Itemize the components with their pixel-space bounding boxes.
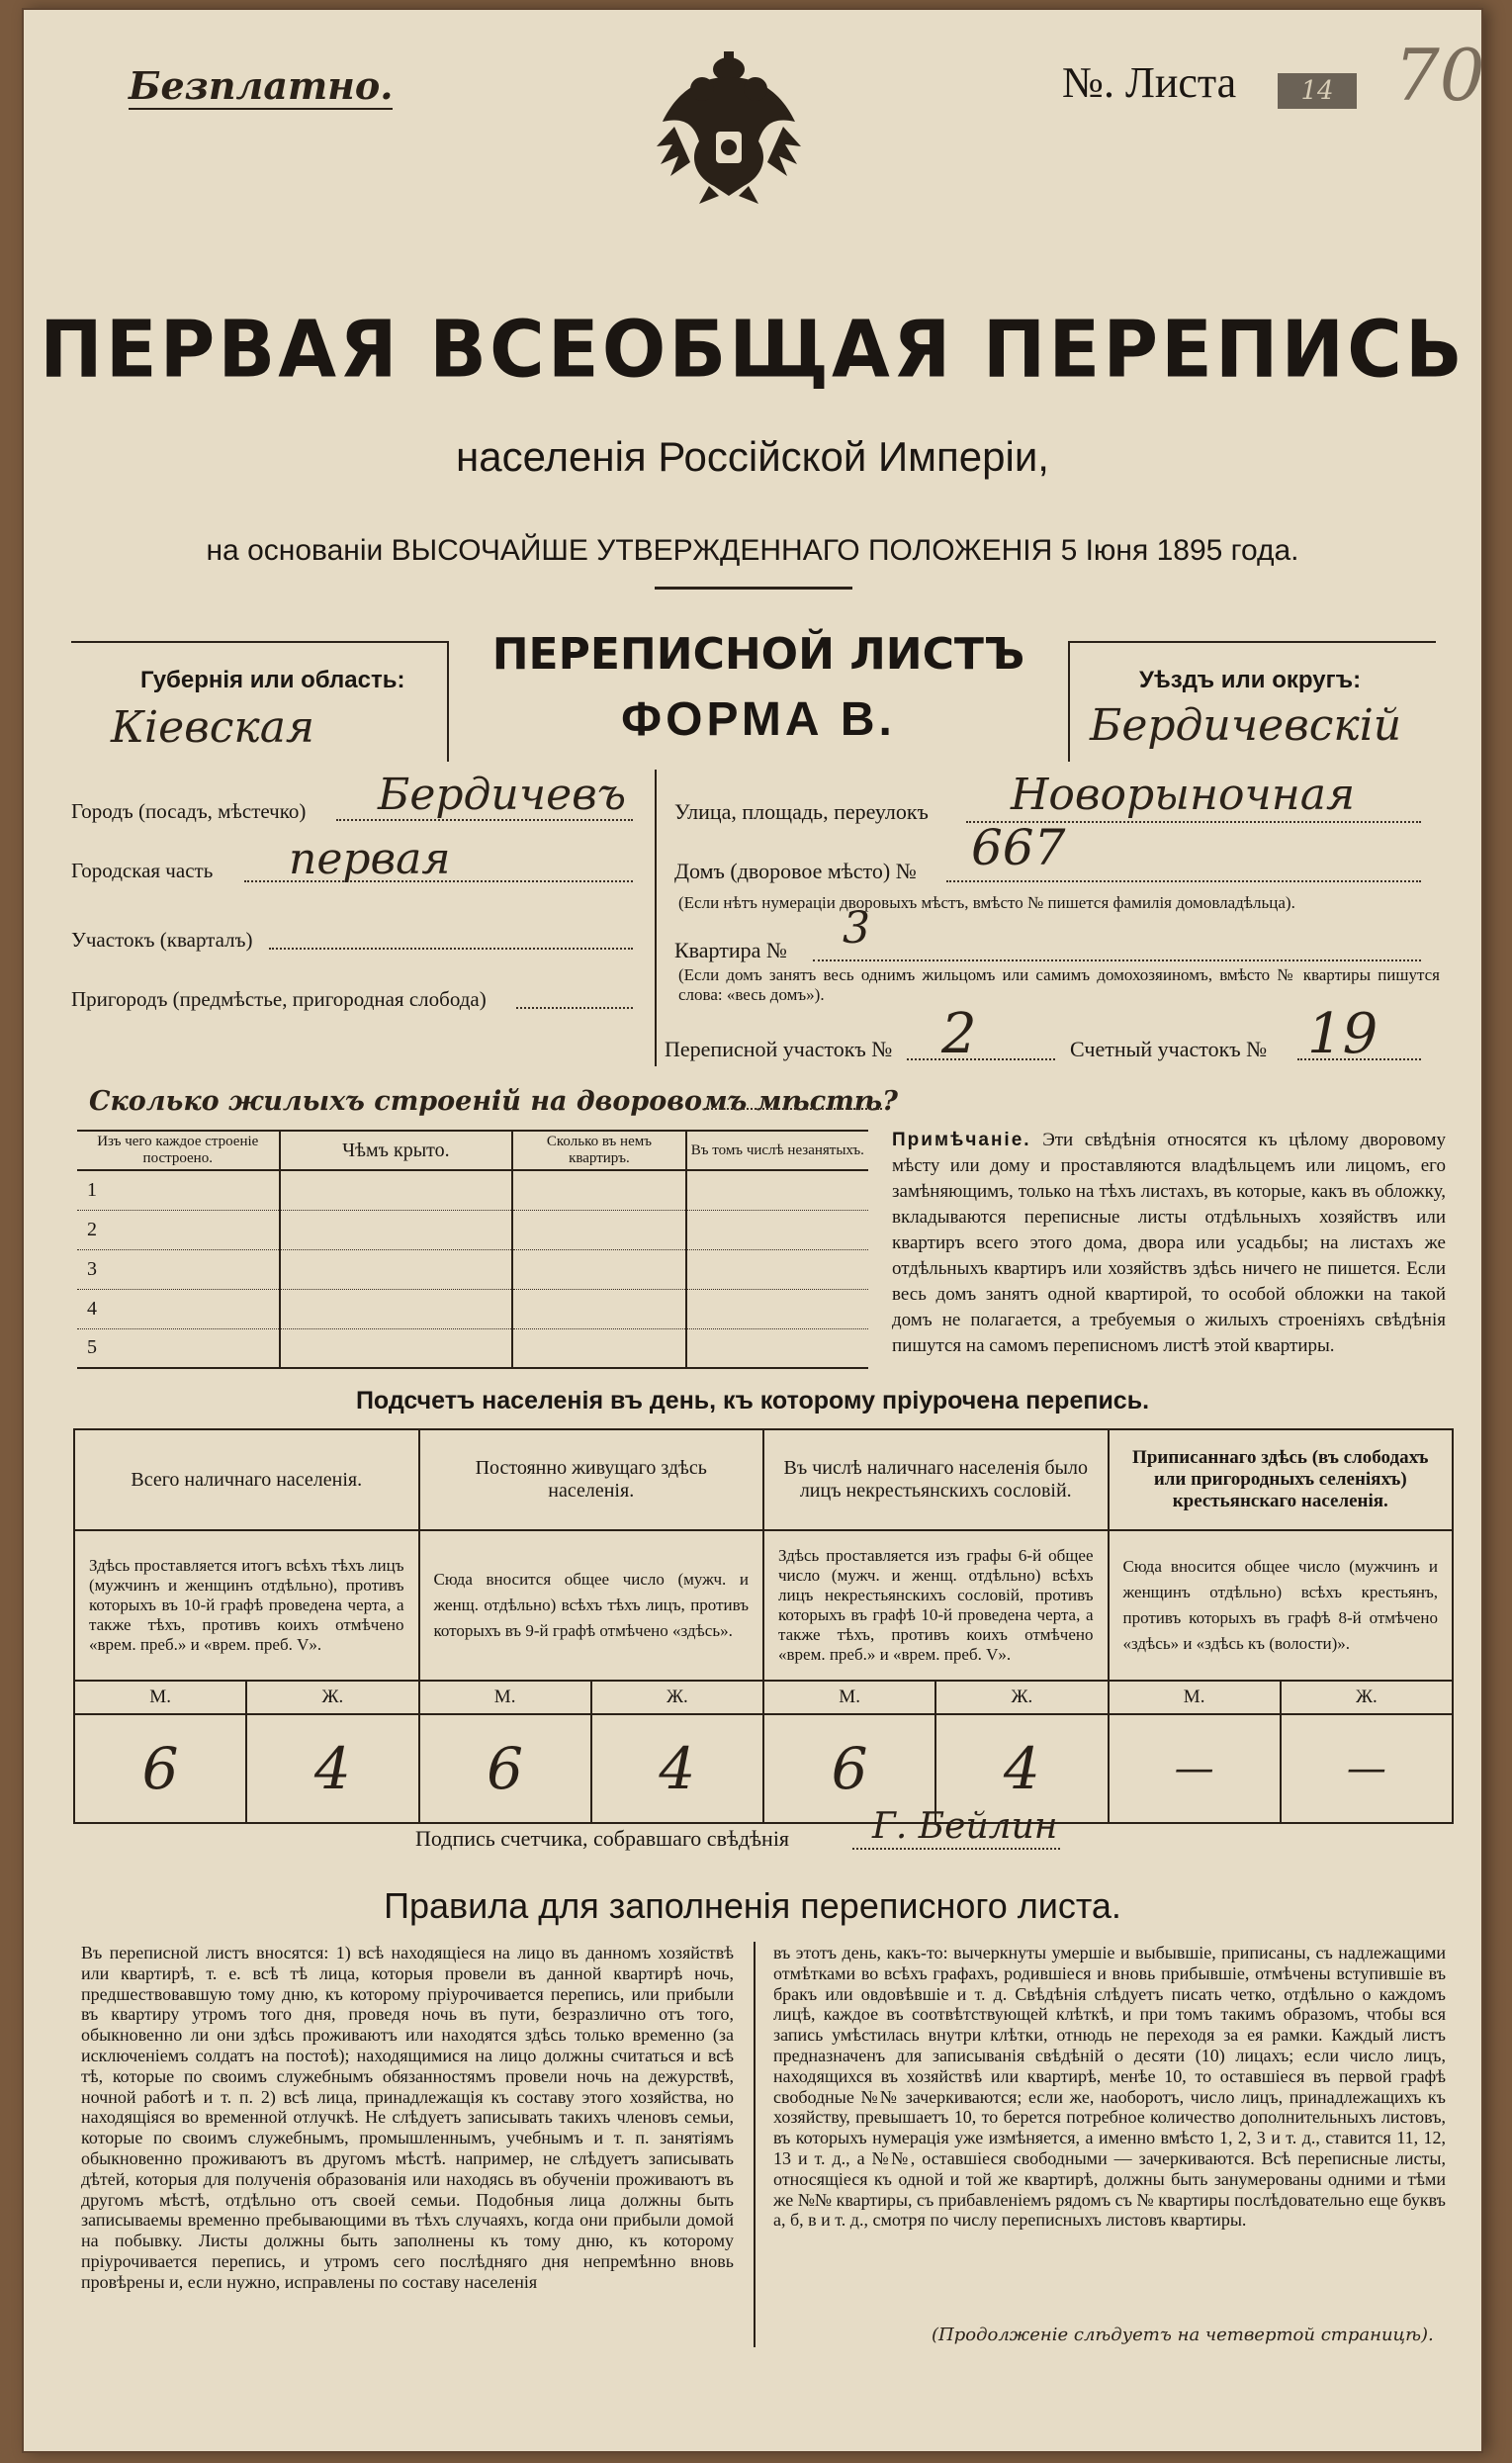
population-col-permanent-desc: Сюда вносится общее число (мужч. и женщ. отдѣльно) всѣхъ тѣхъ лицъ, противъ которыхъ въ 9-й графѣ отмѣчено «здѣсь».	[419, 1530, 764, 1681]
subtitle: населенія Россійской Имперіи,	[456, 433, 1049, 480]
m-header: М.	[74, 1681, 246, 1714]
census-district-line	[907, 1058, 1055, 1060]
house-note: (Если нѣтъ нумераціи дворовыхъ мѣстъ, вмѣсто № пишется фамилія домовладѣльца).	[678, 893, 1295, 912]
buildings-note	[892, 1128, 1446, 1359]
table-row	[77, 1210, 868, 1249]
street-value: Новорыночная	[1011, 770, 1356, 820]
rules-continued-note: (Продолженіе слѣдуетъ на четвертой страницѣ).	[932, 2325, 1434, 2345]
legal-basis: на основаніи ВЫСОЧАЙШЕ УТВЕРЖДЕННАГО ПОЛОЖЕНІЯ 5 Іюня 1895 года.	[206, 534, 1299, 567]
population-title: Подсчетъ населенія въ день, къ которому пріурочена перепись.	[355, 1387, 1150, 1414]
rules-left-column: Въ переписной листъ вносятся: 1) всѣ находящіеся на лицо въ данномъ хозяйствѣ или квартирѣ, т. е. всѣ тѣ лица, которыя провели въ данной квартирѣ ночь, предшествовавшую тому дню, къ которому пріурочивается перепись, или прибыли въ квартиру утромъ того дня, проведя ночь въ пути, безразлично отъ того, обыкновенно ли они здѣсь проживаютъ или находятся здѣсь только временно (за исключеніемъ солдатъ на постоѣ); находящимися на лицо должны считаться и всѣ тѣ, которые по своимъ служебнымъ обязанностямъ провели ночь на дежурствѣ, ночной работѣ и т. п. 2) всѣ лица, принадлежащія къ составу этого хозяйства, но находящіяся во временной отлучкѣ. Не слѣдуетъ записывать такихъ членовъ семьи, которые по своимъ служебнымъ, промышленнымъ, учебнымъ и т. п. занятіямъ обыкновенно проживаютъ въ другомъ мѣстѣ. например, не слѣдуетъ записывать дѣтей, которыя для полученія образованія или находясь въ обученіи проживаютъ въ другомъ мѣстѣ, отдѣльно отъ своей семьи. Подобныя лица должны быть записываемы временно пребывающими въ тѣхъ случаяхъ, когда они прибыли домой на побывку. Листы должны быть заполнены къ тому дню, къ которому пріурочивается перепись, и утромъ сего послѣдняго дня непремѣнно вновь провѣрены и, если нужно, исправлены по составу населенія	[81, 1943, 734, 2292]
peasant-female-value: —	[1346, 1746, 1386, 1791]
f-header: Ж.	[591, 1681, 763, 1714]
population-col-peasant-head: Приписаннаго здѣсь (въ слободахъ или пригородныхъ селеніяхъ) крестьянскаго населенія.	[1132, 1447, 1429, 1511]
f-header: Ж.	[246, 1681, 418, 1714]
house-label: Домъ (дворовое мѣсто) №	[674, 859, 917, 883]
table-row	[77, 1328, 868, 1368]
buildings-question: Сколько жилыхъ строеній на дворовомъ мѣстѣ?	[89, 1086, 898, 1117]
form-name: ФОРМА В.	[621, 693, 896, 746]
population-col-total-desc: Здѣсь проставляется итогъ всѣхъ тѣхъ лицъ (мужчинъ и женщинъ отдѣльно), противъ которыхъ въ 10-й графѣ проведена черта, а также тѣхъ, противъ коихъ отмѣчено «врем. преб.» и «врем. преб. V».	[74, 1530, 419, 1681]
city-value: Бердичевъ	[378, 770, 627, 820]
signature-label: Подпись счетчика, собравшаго свѣдѣнія	[415, 1826, 790, 1851]
note-label: Примѣчаніе.	[892, 1130, 1031, 1150]
city-part-label: Городская часть	[71, 859, 214, 882]
house-line	[946, 880, 1421, 882]
corner-archive-number: 70	[1394, 34, 1485, 117]
suburb-label: Пригородъ (предмѣстье, пригородная слобода)	[71, 987, 487, 1011]
sheet-number-value: 14	[1278, 73, 1357, 109]
district-line	[269, 948, 633, 950]
apartment-value: 3	[843, 903, 870, 954]
census-form-page	[22, 8, 1483, 2453]
suburb-line	[516, 1007, 633, 1009]
population-col-permanent-head: Постоянно живущаго здѣсь населенія.	[419, 1429, 764, 1530]
apartment-note: (Если домъ занятъ весь однимъ жильцомъ или самимъ домохозяиномъ, вмѣсто № квартиры пишутся слова: «весь домъ»).	[678, 965, 1440, 1004]
population-table	[73, 1428, 1454, 1824]
table-row	[77, 1289, 868, 1328]
uezd-box	[1068, 641, 1436, 762]
m-header: М.	[419, 1681, 591, 1714]
permanent-female-value: 4	[591, 1714, 763, 1823]
nonpeasant-male-value: 6	[763, 1714, 935, 1823]
row-number: 3	[77, 1249, 280, 1289]
row-number: 1	[77, 1170, 280, 1210]
buildings-header-roof: Чѣмъ крыто.	[280, 1131, 513, 1170]
signature-line	[852, 1848, 1060, 1850]
form-title: ПЕРЕПИСНОЙ ЛИСТЪ	[491, 629, 1025, 680]
guberniya-box	[71, 641, 449, 762]
rules-column-divider	[754, 1942, 756, 2347]
note-text: Эти свѣдѣнія относятся къ цѣлому дворовому мѣсту или дому и проставляются владѣльцемъ или лицомъ, его замѣняющимъ, только на тѣхъ листахъ, въ которые, какъ въ обложку, вкладываются переписные листы отдѣльныхъ хозяйствъ или квартиръ всего этого дома, двора или усадьбы; на листахъ же отдѣльныхъ квартиръ или хозяйствъ здѣсь ничего не пишется. Если весь домъ занятъ одной квартирой, то особой обложки на такой домъ не полагается, а требуемыя о жилыхъ строеніяхъ свѣдѣнія пишутся на самомъ переписномъ листѣ этой квартиры.	[892, 1130, 1446, 1356]
count-district-value: 19	[1307, 1002, 1379, 1066]
permanent-male-value: 6	[419, 1714, 591, 1823]
total-female-value: 4	[246, 1714, 418, 1823]
count-district-label: Счетный участокъ №	[1070, 1037, 1268, 1061]
apartment-label: Квартира №	[674, 938, 787, 962]
city-label: Городъ (посадъ, мѣстечко)	[71, 799, 307, 823]
m-header: М.	[763, 1681, 935, 1714]
rules-right-column: въ этотъ день, какъ-то: вычеркнуты умершіе и выбывшіе, приписаны, съ надлежащими отмѣтками во всѣхъ графахъ, родившіеся и вновь прибывшіе, отмѣчены вступившіе въ бракъ или овдовѣвшіе и т. д. Свѣдѣнія слѣдуетъ писать четко, отдѣльно о каждомъ лицѣ, каждое въ соотвѣтствующей клѣткѣ, и при томъ такимъ образомъ, чтобы вся запись умѣстилась внутри клѣтки, отнюдь не переходя за ея рамки. Каждый листъ предназначенъ для записыванія свѣдѣній о десяти (10) лицахъ; если число лицъ, находящихся въ хозяйствѣ или квартирѣ, менѣе 10, то оставшіеся въ первой графѣ свободные №№ зачеркиваются; если же, наоборотъ, число лицъ, принадлежащихъ къ хозяйству, превышаетъ 10, то берется потребное количество дополнительныхъ листовъ, въ которыхъ нумерація уже измѣняется, а именно вмѣсто 1, 2, 3 и т. д., ставится 11, 12, 13 и т. д., а №№, оставшіеся свободными — зачеркиваются. Всѣ переписные листы, относящіеся къ одной и той же квартирѣ, должны быть занумерованы одними и тѣми же №№ квартиры, съ прибавленіемъ рядомъ съ № квартиры послѣдовательно еще буквъ а, б, в и т. д., смотря по числу переписныхъ листовъ квартиры.	[773, 1943, 1446, 2231]
divider	[655, 587, 852, 590]
street-label: Улица, площадь, переулокъ	[674, 799, 929, 824]
free-label: Безплатно.	[129, 63, 394, 108]
sheet-number-label: №. Листа	[1062, 58, 1237, 107]
page-title: ПЕРВАЯ ВСЕОБЩАЯ ПЕРЕПИСЬ	[40, 302, 1466, 396]
buildings-question-line	[704, 1108, 882, 1110]
buildings-table	[77, 1130, 868, 1369]
uezd-value: Бердичевскій	[1090, 700, 1402, 751]
buildings-header-apartments: Сколько въ немъ квартиръ.	[512, 1131, 685, 1170]
buildings-header-material: Изъ чего каждое строеніе построено.	[77, 1131, 280, 1170]
m-header: М.	[1109, 1681, 1281, 1714]
population-col-total-head: Всего наличнаго населенія.	[74, 1429, 419, 1530]
row-number: 4	[77, 1289, 280, 1328]
signature-value: Г. Бейлин	[872, 1806, 1058, 1847]
row-number: 2	[77, 1210, 280, 1249]
census-district-value: 2	[941, 1002, 977, 1066]
nonpeasant-female-value: 4	[935, 1714, 1108, 1823]
row-number: 5	[77, 1328, 280, 1368]
census-district-label: Переписной участокъ №	[665, 1037, 893, 1061]
table-row	[77, 1170, 868, 1210]
guberniya-value: Кіевская	[111, 702, 315, 753]
city-part-value: первая	[289, 834, 451, 884]
double-headed-eagle-icon	[655, 47, 803, 206]
population-col-peasant-desc: Сюда вносится общее число (мужчинъ и женщинъ отдѣльно) всѣхъ крестьянъ, противъ которыхъ въ графѣ 8-й отмѣчено «здѣсь» и «здѣсь къ (волости)».	[1122, 1557, 1438, 1653]
f-header: Ж.	[1355, 1687, 1378, 1707]
population-col-nonpeasant-head: Въ числѣ наличнаго населенія было лицъ некрестьянскихъ сословій.	[763, 1429, 1109, 1530]
table-row	[77, 1249, 868, 1289]
address-separator	[655, 770, 657, 1066]
house-value: 667	[971, 819, 1066, 876]
district-label: Участокъ (кварталъ)	[71, 928, 253, 952]
peasant-male-value: —	[1109, 1714, 1281, 1823]
f-header: Ж.	[935, 1681, 1108, 1714]
uezd-label: Уѣздъ или округъ:	[1139, 667, 1362, 693]
guberniya-label: Губернія или область:	[140, 667, 405, 693]
population-col-nonpeasant-desc: Здѣсь проставляется изъ графы 6-й общее число (мужч. и женщ. отдѣльно) всѣхъ лицъ некрестьянскихъ сословій, противъ которыхъ въ графѣ 10-й проведена черта, а также тѣхъ, противъ коихъ отмѣчено «врем. преб.» и «врем. преб. V».	[763, 1530, 1109, 1681]
apartment-line	[813, 959, 1421, 961]
rules-title: Правила для заполненія переписного листа.	[384, 1885, 1121, 1926]
total-male-value: 6	[74, 1714, 246, 1823]
buildings-header-vacant: Въ томъ числѣ незанятыхъ.	[690, 1141, 864, 1158]
